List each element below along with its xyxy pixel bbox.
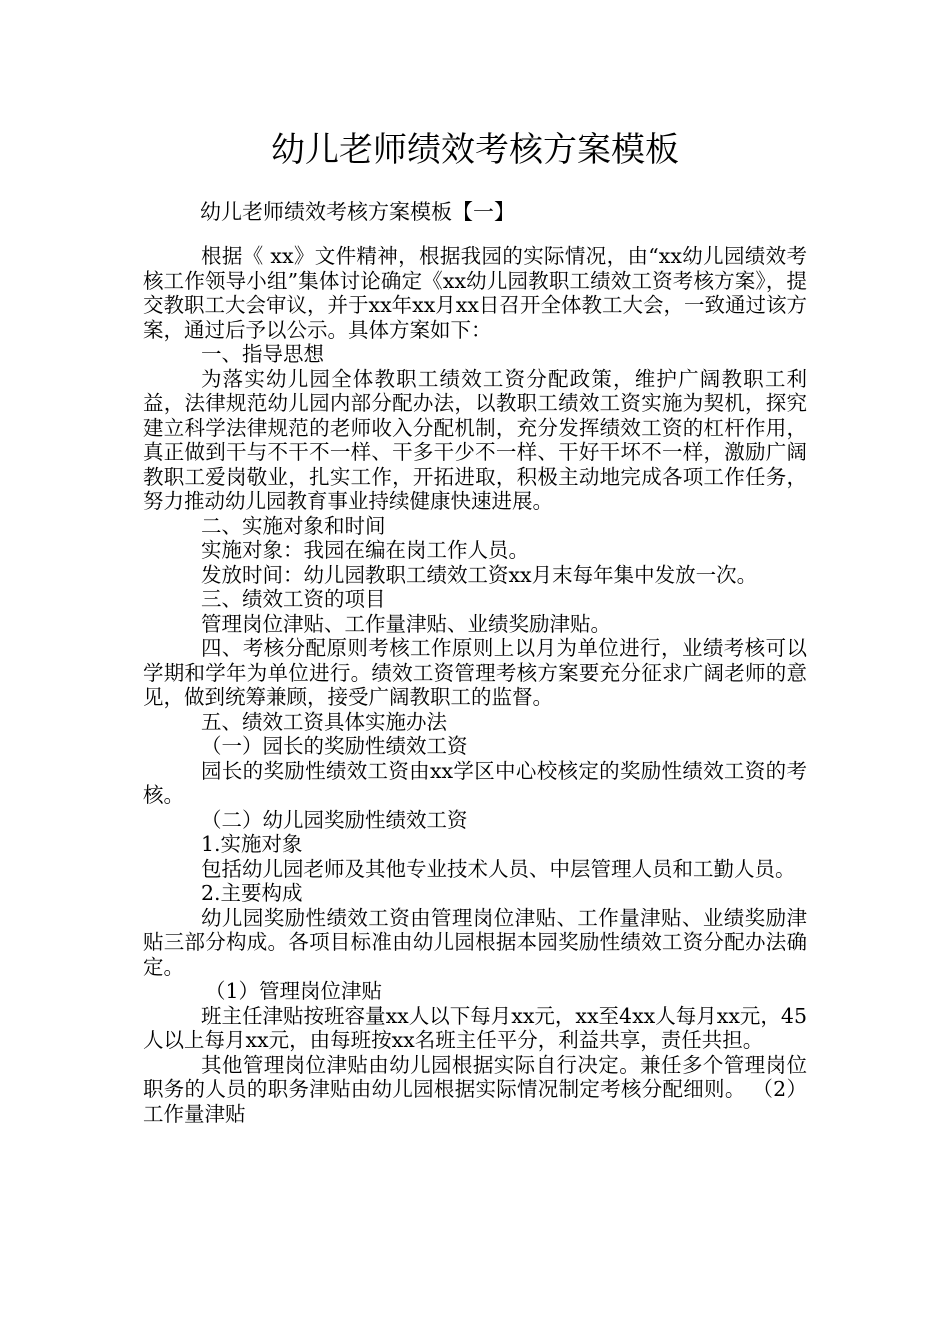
paragraph: 四、考核分配原则考核工作原则上以月为单位进行，业绩考核可以学期和学年为单位进行。绩效工资管理考核方案要充分征求广阔老师的意见，做到统筹兼顾，接受广阔教职工的监督。 <box>143 636 807 709</box>
section-heading: 五、绩效工资具体实施办法 <box>201 709 447 734</box>
paragraph: 发放时间：幼儿园教职工绩效工资xx月末每年集中发放一次。 <box>201 562 758 587</box>
paragraph: 根据《 xx》文件精神，根据我园的实际情况，由“xx幼儿园绩效考核工作领导小组”集体讨论确定《xx幼儿园教职工绩效工资考核方案》，提交教职工大会审议，并于xx年xx月xx日召开全体教工大会，一致通过该方案，通过后予以公示。具体方案如下： <box>143 244 807 342</box>
paragraph: 幼儿园奖励性绩效工资由管理岗位津贴、工作量津贴、业绩奖励津贴三部分构成。各项目标准由幼儿园根据本园奖励性绩效工资分配办法确定。 <box>143 905 807 979</box>
paragraph: 班主任津贴按班容量xx人以下每月xx元，xx至4xx人每月xx元，45人以上每月xx元，由每班按xx名班主任平分，利益共享，责任共担。 <box>143 1003 807 1052</box>
subsection-heading: （1）管理岗位津贴 <box>205 979 383 1003</box>
paragraph: 实施对象：我园在编在岗工作人员。 <box>201 538 529 562</box>
list-heading: 2.主要构成 <box>201 881 303 905</box>
document-body <box>143 244 807 1126</box>
paragraph: 管理岗位津贴、工作量津贴、业绩奖励津贴。 <box>201 611 611 636</box>
list-heading: 1.实施对象 <box>201 832 303 856</box>
paragraph: 园长的奖励性绩效工资由xx学区中心校核定的奖励性绩效工资的考核。 <box>143 758 807 807</box>
paragraph: 其他管理岗位津贴由幼儿园根据实际自行决定。兼任多个管理岗位职务的人员的职务津贴由幼儿园根据实际情况制定考核分配细则。 （2）工作量津贴 <box>143 1052 807 1126</box>
section-heading: 二、实施对象和时间 <box>201 513 386 538</box>
document-title: 幼儿老师绩效考核方案模板 <box>271 130 679 170</box>
subsection-heading: （一）园长的奖励性绩效工资 <box>201 734 468 758</box>
paragraph: 为落实幼儿园全体教职工绩效工资分配政策，维护广阔教职工利益，法律规范幼儿园内部分配办法，以教职工绩效工资实施为契机，探究建立科学法律规范的老师收入分配机制，充分发挥绩效工资的杠杆作用，真正做到干与不干不一样、干多干少不一样、干好干坏不一样，激励广阔教职工爱岗敬业，扎实工作，开拓进取，积极主动地完成各项工作任务，努力推动幼儿园教育事业持续健康快速进展。 <box>143 366 807 513</box>
document-subtitle: 幼儿老师绩效考核方案模板【一】 <box>200 200 515 224</box>
subsection-heading: （二）幼儿园奖励性绩效工资 <box>201 807 468 832</box>
paragraph: 包括幼儿园老师及其他专业技术人员、中层管理人员和工勤人员。 <box>201 856 796 881</box>
section-heading: 一、指导思想 <box>201 342 324 366</box>
section-heading: 三、绩效工资的项目 <box>201 587 386 611</box>
